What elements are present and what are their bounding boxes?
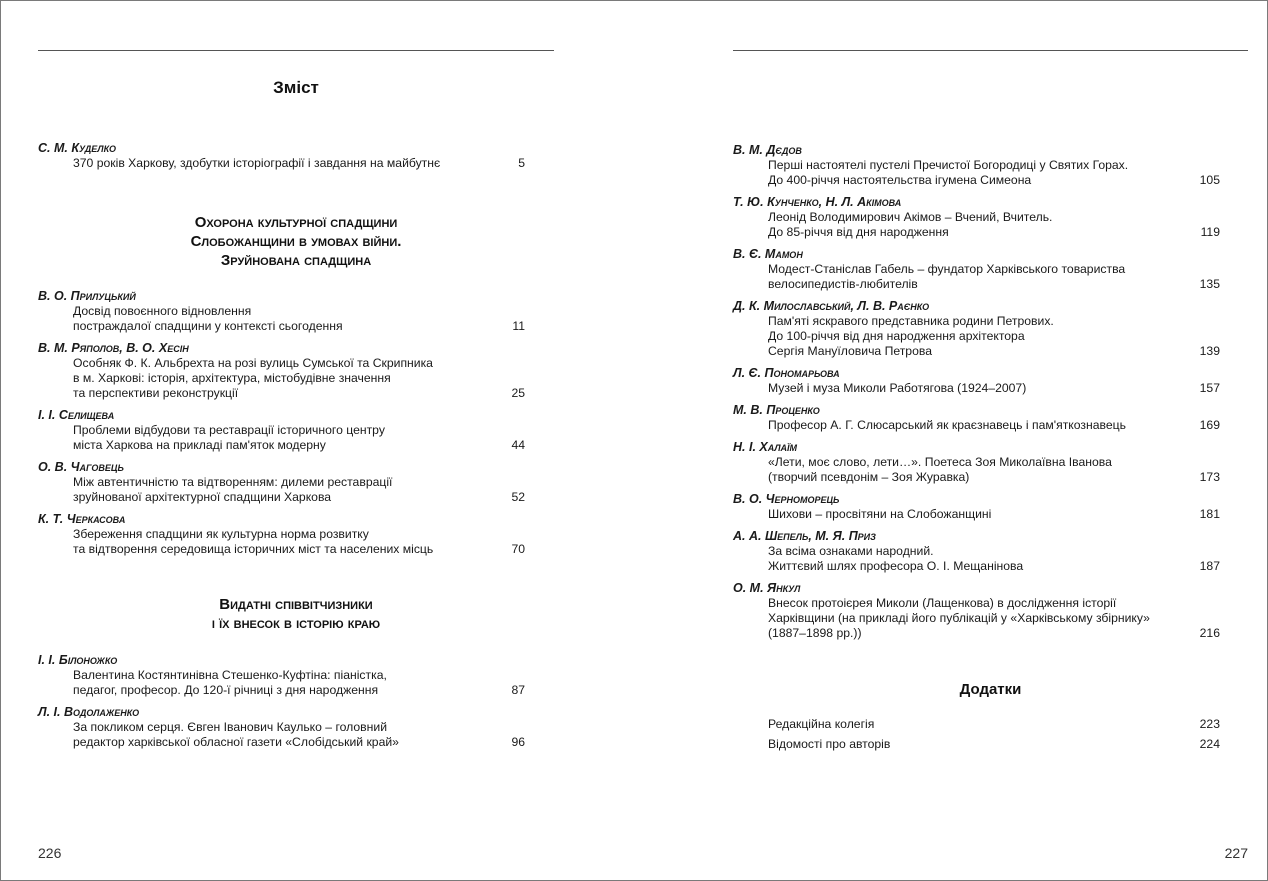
entry-author: І. І. Селищева [38,408,115,422]
entry-title-text: До 100-річчя від дня народження архітектора [768,329,1025,343]
toc-entry [733,492,1220,522]
section-heading-line: Охорона культурної спадщини [194,214,398,231]
entry-title-text: Внесок протоієрея Миколи (Лащенкова) в дослідження історії [768,596,1117,610]
entry-title-line [733,262,1220,277]
entry-title-line [733,626,1220,641]
right-top-rule [733,50,1248,51]
entry-title-text: Модест-Станіслав Габель – фундатор Харківського товариства [768,262,1126,276]
entry-title-line [733,737,1220,752]
entry-title-line [733,544,1220,559]
entry-page-number: 87 [511,683,525,697]
entry-title-text: До 400-річчя настоятельства ігумена Симеона [768,173,1032,187]
entry-author: В. О. Прилуцький [38,289,136,303]
entry-title-line [733,329,1220,344]
entry-page-number: 105 [1199,173,1220,187]
toc-entry [38,289,525,334]
entry-title-line [733,418,1220,433]
toc-entry [38,512,525,557]
entry-title-text: За покликом серця. Євген Іванович Каулько – головний [73,720,387,734]
entry-title-line [38,386,525,401]
entry-title-text: Життєвий шлях професора О. І. Мещанінова [768,559,1024,573]
entry-title-text: Професор А. Г. Слюсарський як краєзнавець і пам'яткознавець [768,418,1126,432]
entry-page-number: 135 [1199,277,1220,291]
toc-entry [733,717,1220,732]
entry-title-text: Між автентичністю та відтворенням: дилеми реставрації [73,475,393,489]
entry-title-text: Леонід Володимирович Акімов – Вчений, Вчитель. [768,210,1053,224]
entry-title-text: велосипедистів-любителів [768,277,918,291]
entry-title-line [733,225,1220,240]
entry-title-line [38,304,525,319]
left-top-rule [38,50,554,51]
section-heading-heritage [38,213,554,270]
toc-entry [733,299,1220,359]
entry-title-text: (творчий псевдонім – Зоя Журавка) [768,470,970,484]
section-heading-line: Видатні співвітчизники [219,596,373,613]
entry-title-line [733,611,1220,626]
entry-title-line [733,596,1220,611]
entry-title-line [733,210,1220,225]
entry-page-number: 223 [1199,717,1220,731]
page-number-right: 227 [1224,845,1248,861]
entry-title-line [733,277,1220,292]
contents-heading: Зміст [273,78,319,97]
entry-title-line [38,683,525,698]
page-number-left: 226 [38,845,62,861]
entry-title-line [38,371,525,386]
toc-entry [38,408,525,453]
entry-page-number: 119 [1200,225,1220,239]
entry-title-text: педагог, професор. До 120-ї річниці з дня народження [73,683,379,697]
entry-title-text: Пам'яті яскравого представника родини Петрових. [768,314,1054,328]
entry-title-line [733,717,1220,732]
entry-title-text: Перші настоятелі пустелі Пречистої Богородиці у Святих Горах. [768,158,1129,172]
toc-entry [733,440,1220,485]
entry-title-line [733,173,1220,188]
entry-author: Д. К. Милославський, Л. В. Раєнко [733,299,930,313]
entry-page-number: 169 [1199,418,1220,432]
toc-entry [733,581,1220,641]
entry-title-text: (1887–1898 рр.)) [768,626,862,640]
entry-page-number: 5 [518,156,525,170]
entry-title-line [733,381,1220,396]
entry-author: А. А. Шепель, М. Я. Приз [733,529,876,543]
entry-author: К. Т. Черкасова [38,512,126,526]
entry-title-text: Збереження спадщини як культурна норма розвитку [73,527,369,541]
entry-page-number: 96 [511,735,525,749]
entry-author: Л. Є. Пономарьова [733,366,840,380]
entry-author: В. М. Дєдов [733,143,802,157]
entry-author: В. О. Черноморець [733,492,840,506]
entry-title-line [733,314,1220,329]
toc-entry [733,195,1220,240]
toc-entry [38,341,525,401]
entry-title-text: редактор харківської обласної газети «Слобідський край» [73,735,399,749]
entry-title-line [38,542,525,557]
entry-title-text: та перспективи реконструкції [73,386,239,400]
entry-page-number: 139 [1199,344,1220,358]
toc-entry [733,529,1220,574]
entry-title-line [38,668,525,683]
entry-page-number: 187 [1199,559,1220,573]
entry-page-number: 70 [511,542,525,556]
toc-entry [733,366,1220,396]
entry-title-text: постраждалої спадщини у контексті сьогодення [73,319,343,333]
entry-title-text: Шихови – просвітяни на Слобожанщині [768,507,992,521]
entry-page-number: 173 [1199,470,1220,484]
entry-title-text: Валентина Костянтинівна Стешенко-Куфтіна: піаністка, [73,668,387,682]
entry-page-number: 11 [512,319,525,333]
entry-title-line [733,559,1220,574]
entry-author: С. М. Куделко [38,141,116,155]
toc-entry [733,247,1220,292]
entry-title-text: Харківщини (на прикладі його публікацій у «Харківському збірнику» [768,611,1150,625]
entry-author: М. В. Проценко [733,403,820,417]
entry-title-line [38,356,525,371]
section-heading-line: Слобожанщини в умовах війни. [190,233,402,250]
toc-entry [38,653,525,698]
entry-author: В. Є. Мамон [733,247,803,261]
toc-entry [38,141,525,171]
entry-title-line [38,156,525,171]
entry-title-text: 370 років Харкову, здобутки історіографії і завдання на майбутнє [73,156,441,170]
entry-author: О. М. Янкул [733,581,801,595]
section-heading-notable [38,595,554,633]
toc-entry [733,403,1220,433]
entry-page-number: 52 [511,490,525,504]
entry-page-number: 157 [1199,381,1220,395]
entry-title-text: зруйнованої архітектурної спадщини Харкова [73,490,332,504]
entry-title-line [38,720,525,735]
entry-title-text: та відтворення середовища історичних міст та населених місць [73,542,434,556]
entry-title-text: До 85-річчя від дня народження [768,225,949,239]
entry-author: І. І. Білоножко [38,653,118,667]
entry-title-line [733,507,1220,522]
entry-title-line [38,438,525,453]
toc-entry [38,705,525,750]
toc-entry [733,143,1220,188]
toc-entry [38,460,525,505]
section-heading-line: і їх внесок в історію краю [211,615,381,632]
entry-title-text: в м. Харкові: історія, архітектура, містобудівне значення [73,371,391,385]
entry-title-text: Проблеми відбудови та реставрації історичного центру [73,423,385,437]
entry-title-text: Сергія Мануїловича Петрова [768,344,932,358]
entry-author: В. М. Ряполов, В. О. Хесін [38,341,189,355]
entry-page-number: 181 [1199,507,1220,521]
entry-title-line [38,475,525,490]
entry-title-line [38,490,525,505]
entry-page-number: 224 [1199,737,1220,751]
entry-author: О. В. Чаговець [38,460,124,474]
entry-page-number: 216 [1199,626,1220,640]
entry-title-line [38,735,525,750]
entry-title-text: За всіма ознаками народний. [768,544,934,558]
entry-title-text: «Лети, моє слово, лети…». Поетеса Зоя Миколаївна Іванова [768,455,1112,469]
entry-title-line [38,527,525,542]
entry-title-line [733,470,1220,485]
entry-title-line [733,455,1220,470]
entry-title-line [733,158,1220,173]
entry-title-line [38,423,525,438]
entry-title-text: Досвід повоєнного відновлення [73,304,252,318]
entry-title-text: Музей і муза Миколи Работягова (1924–2007) [768,381,1027,395]
entry-author: Л. І. Водолаженко [38,705,140,719]
appendix-entry-label: Відомості про авторів [768,737,891,751]
appendix-heading: Додатки [959,681,1022,698]
entry-title-line [38,319,525,334]
entry-title-text: Особняк Ф. К. Альбрехта на розі вулиць Сумської та Скрипника [73,356,433,370]
entry-page-number: 44 [511,438,525,452]
toc-entry [733,737,1220,752]
appendix-entry-label: Редакційна колегія [768,717,875,731]
section-heading-line: Зруйнована спадщина [220,252,372,269]
entry-title-line [733,344,1220,359]
entry-title-text: міста Харкова на прикладі пам'яток модерну [73,438,326,452]
entry-author: Н. І. Халаїм [733,440,798,454]
entry-author: Т. Ю. Кунченко, Н. Л. Акімова [733,195,902,209]
entry-page-number: 25 [511,386,525,400]
